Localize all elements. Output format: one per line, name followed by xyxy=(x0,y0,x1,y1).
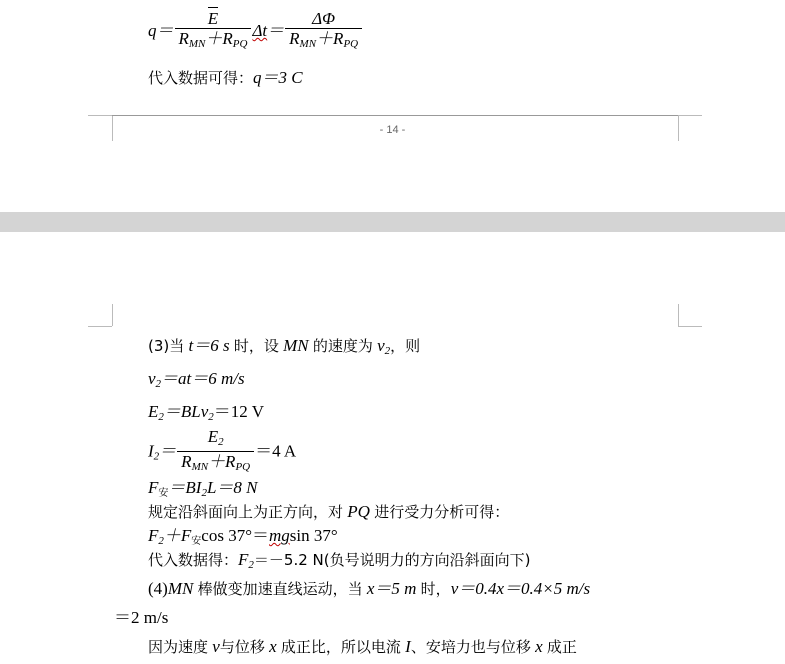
formula-q: q＝ $\frac{E}{R_{MN}+R_{PQ}}$ Δt＝ $\frac{\Delta\Phi}{R_{MN}+R_{PQ}}$ xyxy=(148,10,363,54)
crop-mark xyxy=(112,304,113,326)
text: 、安培力也与位移 xyxy=(410,638,531,656)
line-i2: $I_2=$ $\frac{E_2}{R_{MN}+R_{PQ}}$ ＝4 A xyxy=(148,427,297,473)
text: 时，设 xyxy=(233,337,279,355)
text: 时， xyxy=(420,580,451,598)
text: F xyxy=(148,478,159,497)
text: (3)当 xyxy=(148,337,185,355)
text: ＝4 A xyxy=(255,441,297,461)
line-proportional xyxy=(148,637,577,657)
text: ＝12 V xyxy=(213,402,265,421)
crop-mark xyxy=(678,326,702,327)
text: (4) xyxy=(148,579,168,598)
document-page-top xyxy=(0,0,785,212)
text: v xyxy=(377,336,385,355)
text: 安 xyxy=(191,536,202,547)
text: I xyxy=(405,637,411,656)
text: 棒做变加速直线运动，当 xyxy=(197,580,363,598)
line-part4 xyxy=(148,579,590,599)
result-line xyxy=(148,68,303,88)
text: 安 xyxy=(158,488,169,499)
text: t＝6 s xyxy=(188,336,230,355)
text: ＝BLv xyxy=(163,402,209,421)
result-prefix: 代入数据可得： xyxy=(148,69,254,87)
crop-mark xyxy=(678,304,679,326)
line-force-balance: $F_2+F_安\cos$ 37°＝mgsin 37° xyxy=(148,526,338,547)
text: x＝5 m xyxy=(366,579,417,598)
page-number: - 14 - xyxy=(379,124,406,136)
page-separator xyxy=(0,212,785,232)
text: 规定沿斜面向上为正方向，对 xyxy=(148,503,344,521)
line-3-intro: (3)当 t＝6 s 时，设 MN 的速度为 $v_2$，则 xyxy=(148,336,421,357)
text: v＝0.4x＝0.4×5 m/s xyxy=(450,579,591,598)
line-f-an: $F_安=BI_2L=8$ N xyxy=(148,478,258,499)
crop-mark xyxy=(678,115,702,116)
text: F xyxy=(238,550,249,569)
text: PQ xyxy=(347,502,370,521)
text: F xyxy=(148,526,159,545)
text: cos 37°＝ xyxy=(201,526,269,545)
line-v-result xyxy=(114,608,168,628)
text: x xyxy=(269,637,277,656)
text: ＝2 m/s xyxy=(114,608,169,627)
text: 进行受力分析可得： xyxy=(374,503,510,521)
header-rule xyxy=(112,115,678,116)
line-f2-result: 代入数据得：$F_2=-5.2$ N(负号说明力的方向沿斜面向下) xyxy=(148,550,531,571)
crop-mark xyxy=(88,115,112,116)
line-e2: $E_2=BLv_2=12$ V xyxy=(148,402,265,423)
line-direction xyxy=(148,502,509,522)
text: 的速度为 xyxy=(312,337,373,355)
crop-mark xyxy=(88,326,112,327)
text: sin 37° xyxy=(289,526,338,545)
text: L＝8 N xyxy=(206,478,258,497)
text: 成正比，所以电流 xyxy=(280,638,401,656)
text: ＝－5.2 N(负号说明力的方向沿斜面向下) xyxy=(253,551,531,569)
text: MN xyxy=(283,336,309,355)
text: 与位移 xyxy=(219,638,265,656)
text: 因为速度 xyxy=(148,638,209,656)
text: ＝at＝6 m/s xyxy=(161,369,245,388)
text: mg xyxy=(269,526,290,545)
line-v2: $v_2=at=6$ m/s xyxy=(148,369,245,390)
text: 代入数据得： xyxy=(148,551,239,569)
text: ，则 xyxy=(390,337,421,355)
document-page-bottom xyxy=(0,232,785,664)
text: ＋F xyxy=(163,526,192,545)
text: x xyxy=(535,637,543,656)
text: MN xyxy=(167,579,194,598)
text: ＝BI xyxy=(168,478,202,497)
text: 成正 xyxy=(546,638,577,656)
result-value: q＝3 C xyxy=(253,68,303,87)
text: v xyxy=(212,637,220,656)
